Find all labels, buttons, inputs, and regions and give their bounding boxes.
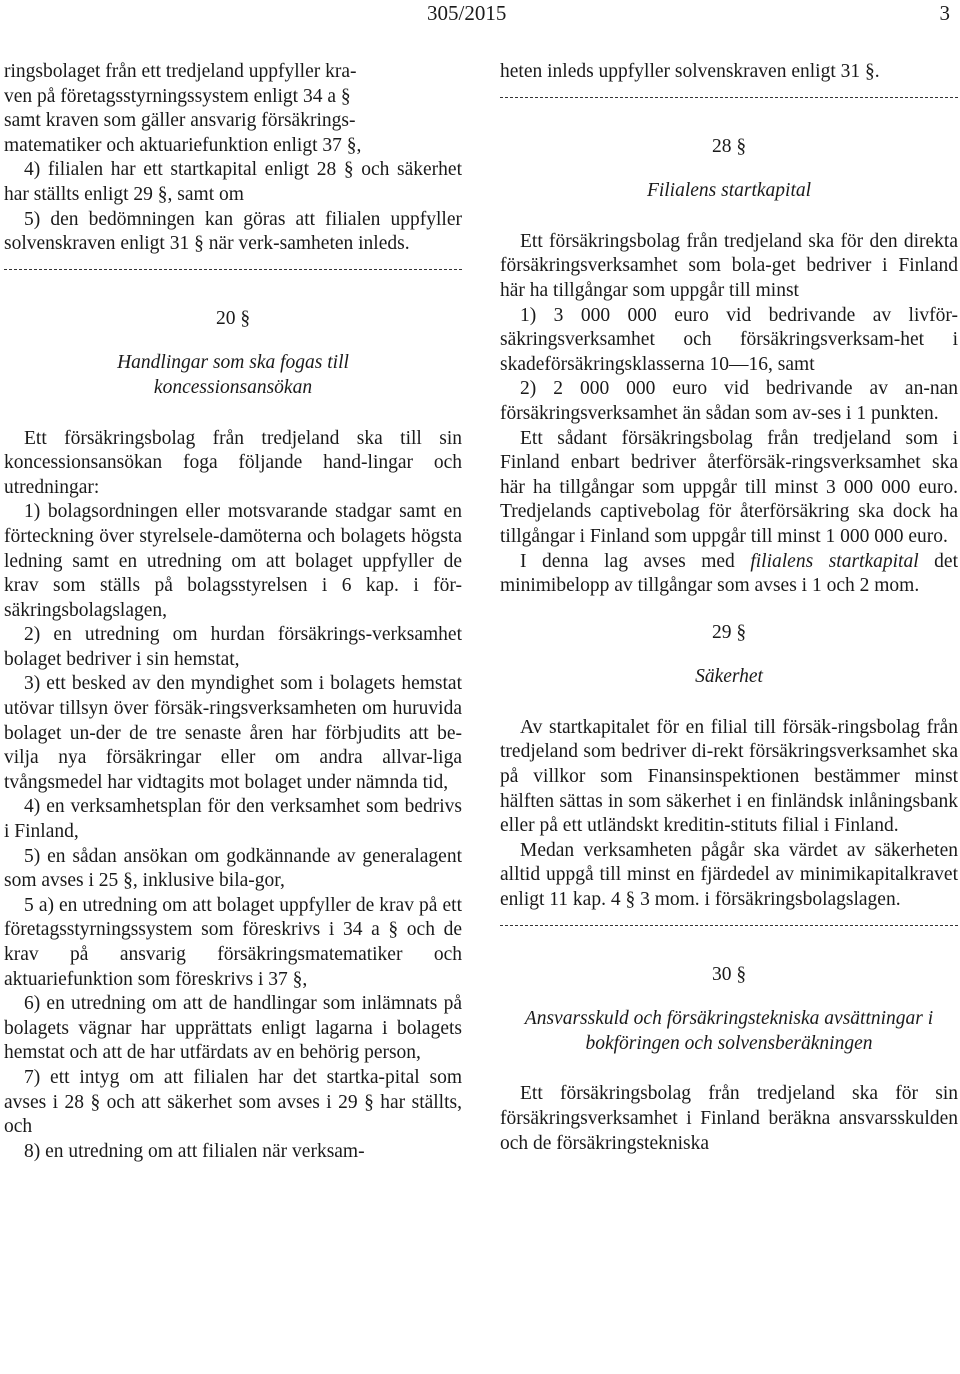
intro-line: matematiker och aktuariefunktion enligt 37 §, [4,134,362,156]
section-number: 30 § [711,963,747,985]
list-item: 5) den bedömningen kan göras att filialen uppfyller solvenskraven enligt 31 § när verk-samheten inleds. [4,208,462,255]
section-title: Filialens startkapital [646,180,812,202]
list-item: 5) en sådan ansökan om godkännande av generalagent som avses i 25 §, inklusive bila-gor, [4,845,462,892]
definition-text: I denna lag avses med [520,550,751,572]
list-item: 2) en utredning om hurdan försäkrings-verksamhet bolaget bedriver i sin hemstat, [4,624,462,670]
list-item: 7) ett intyg om att filialen har det startka-pital som avses i 28 § och att säkerhet som avses i 29 § har ställts, och [4,1066,462,1138]
list-item: 6) en utredning om att de handlingar som inlämnats på bolagets vägnar har upprättats enligt lagarna i bolagets hemstat och att de har utfärdats av en behörig person, [4,993,462,1064]
list-item: 5 a) en utredning om att bolaget uppfyller de krav på ett företagsstyrningssystem som föreskrivs i 34 a § och de krav på ansvarig försäkringsmatematiker och aktuariefunktion som föreskrivs i 37 §, [4,894,462,990]
section-number: 28 § [711,135,747,157]
section-title: Ansvarsskuld och försäkringstekniska avsättningar i bokföringen och solvensberäkningen [524,1008,934,1054]
definition-paragraph [500,550,958,599]
section-title: Säkerhet [695,666,763,688]
section-number: 29 § [711,621,747,643]
section-divider [500,91,958,105]
defined-term: filialens startkapital [750,550,919,572]
list-item: 8) en utredning om att filialen när verksam- [24,1140,365,1162]
left-column [4,60,462,1164]
list-item: 2) 2 000 000 euro vid bedrivande av an-nan försäkringsverksamhet än sådan som av-ses i 1 punkten. [500,378,958,424]
paragraph: Ett försäkringsbolag från tredjeland ska för den direkta försäkringsverksamhet som bola-get bedriver i Finland här ha tillgångar som uppgår till minst [500,230,958,301]
section-divider [500,919,958,933]
paragraph: Av startkapitalet för en filial till försäk-ringsbolag från tredjeland som bedriver di-rekt försäkringsverksamhet ska på villkor som Finansinspektionen bestämmer minst hälften sättas in som säkerhet i en finländsk inlåningsbank eller på ett utländskt kreditin-stituts filial i Finland. [500,716,958,837]
list-item: 1) bolagsordningen eller motsvarande stadgar samt en förteckning över styrelsele-damöterna och bolagets högsta ledning samt en utredning om att bolaget uppfyller de krav som ställs på bolagsstyrelsen i 6 kap. i för-säkringsbolagslagen, [4,501,462,621]
definition-text: det minimibelopp av tillgångar som avses i 1 och 2 mom. [500,550,958,597]
page-header [0,0,960,40]
paragraph: Ett sådant försäkringsbolag från tredjeland som i Finland enbart bedriver återförsäk-ringsverksamhet ska här ha tillgångar som uppgår till minst 3 000 000 euro. Tredjelands captivebolag för återförsäkring ska dock ha tillgångar i Finland som uppgår till minst 1 000 000 euro. [500,427,958,547]
section-divider [4,263,462,277]
document-number: 305/2015 [427,1,507,25]
paragraph: Medan verksamheten pågår ska värdet av säkerheten alltid uppgå till minst en fjärdedel av minimikapitalkravet enligt 11 kap. 4 § 3 mom. i försäkringsbolagslagen. [500,839,958,911]
intro-line: samt kraven som gäller ansvarig försäkrings- [4,110,356,132]
right-column [500,60,958,1156]
list-item: 4) en verksamhetsplan för den verksamhet som bedrivs i Finland, [4,796,462,843]
section-number: 20 § [215,307,251,329]
list-item: 3) ett besked av den myndighet som i bolagets hemstat utövar tillsyn över försäk-ringsverksamheten om huruvida bolaget un-der de tre senaste åren har förbjudits att be-vilja nya försäkringar eller om andra allvar-liga tvångsmedel har vidtagits mot bolaget under nämnda tid, [4,673,462,793]
section-title: Handlingar som ska fogas till koncessionsansökan [117,352,349,398]
intro-line: ringsbolaget från ett tredjeland uppfyller kra- [4,61,357,82]
intro-line: ven på företagsstyrningssystem enligt 34 a § [4,85,351,107]
continuation-text: heten inleds uppfyller solvenskraven enligt 31 §. [500,61,880,82]
paragraph: Ett försäkringsbolag från tredjeland ska till sin koncessionsansökan foga följande hand-lingar och utredningar: [4,427,462,498]
list-item: 4) filialen har ett startkapital enligt 28 § och säkerhet har ställts enligt 29 §, samt om [4,159,462,205]
page-number: 3 [939,1,950,25]
list-item: 1) 3 000 000 euro vid bedrivande av livför-säkringsverksamhet och försäkringsverksam-het i skadeförsäkringsklasserna 10—16, samt [500,304,958,375]
paragraph: Ett försäkringsbolag från tredjeland ska för sin försäkringsverksamhet i Finland beräkna ansvarsskulden och de försäkringstekniska [500,1083,958,1154]
